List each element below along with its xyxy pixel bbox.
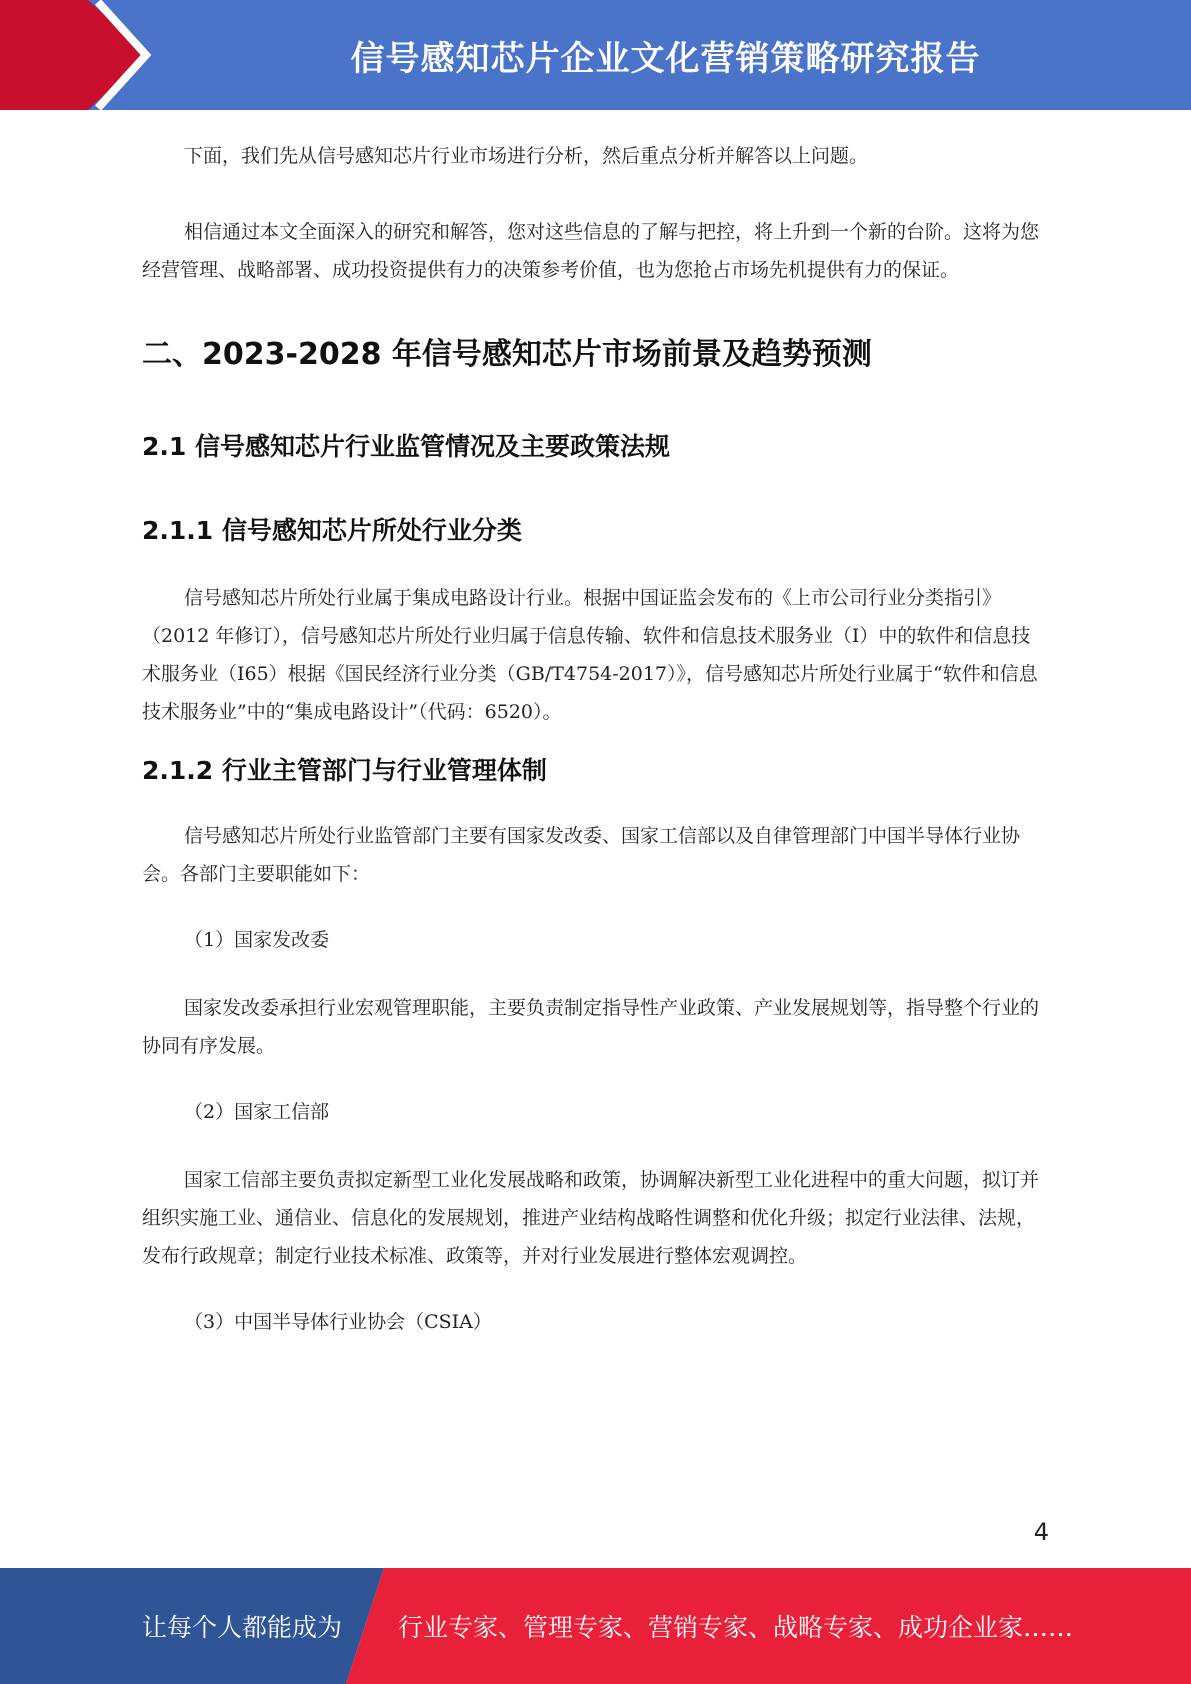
list-item-label-3: （3）中国半导体行业协会（CSIA） xyxy=(184,1311,492,1333)
intro-paragraph-1: 下面，我们先从信号感知芯片行业市场进行分析，然后重点分析并解答以上问题。 xyxy=(184,145,869,167)
section-2-1-1-paragraph: 信号感知芯片所处行业属于集成电路设计行业。根据中国证监会发布的《上市公司行业分类指引》（2012 年修订），信号感知芯片所处行业归属于信息传输、软件和信息技术服务业（I）中的软件和信息技术服务业（I65）根据《国民经济行业分类（GB/T4754-2017）》，信号感知芯片所处行业属于“软件和信息技术服务业”中的“集成电路设计”（代码：6520）。 xyxy=(142,587,1038,723)
section-2-1-2-heading: 2.1.2 行业主管部门与行业管理体制 xyxy=(142,756,547,785)
list-item-label-1: （1）国家发改委 xyxy=(184,929,330,951)
document-body xyxy=(142,110,1046,1341)
section-2-1-2-paragraph: 信号感知芯片所处行业监管部门主要有国家发改委、国家工信部以及自律管理部门中国半导体行业协会。各部门主要职能如下： xyxy=(142,825,1021,885)
report-title: 信号感知芯片企业文化营销策略研究报告 xyxy=(350,38,981,79)
list-item-text-2: 国家工信部主要负责拟定新型工业化发展战略和政策，协调解决新型工业化进程中的重大问题，拟订并组织实施工业、通信业、信息化的发展规划，推进产业结构战略性调整和优化升级；拟定行业法律、法规，发布行政规章；制定行业技术标准、政策等，并对行业发展进行整体宏观调控。 xyxy=(142,1169,1040,1267)
header-banner xyxy=(0,0,1191,110)
footer-slogan-right: 行业专家、管理专家、营销专家、战略专家、成功企业家…… xyxy=(398,1613,1074,1642)
list-item-label-2: （2）国家工信部 xyxy=(184,1101,330,1123)
page-number: 4 xyxy=(1033,1518,1049,1546)
header-arrow-decoration xyxy=(0,0,170,110)
footer-banner xyxy=(0,1568,1191,1684)
list-item-text-1: 国家发改委承担行业宏观管理职能，主要负责制定指导性产业政策、产业发展规划等，指导整个行业的协同有序发展。 xyxy=(142,997,1040,1057)
intro-paragraph-2: 相信通过本文全面深入的研究和解答，您对这些信息的了解与把控，将上升到一个新的台阶。这将为您经营管理、战略部署、成功投资提供有力的决策参考价值，也为您抢占市场先机提供有力的保证。 xyxy=(142,221,1040,281)
section-2-heading: 二、2023-2028 年信号感知芯片市场前景及趋势预测 xyxy=(142,337,872,372)
section-2-1-heading: 2.1 信号感知芯片行业监管情况及主要政策法规 xyxy=(142,432,670,461)
footer-slogan-left: 让每个人都能成为 xyxy=(142,1613,343,1642)
section-2-1-1-heading: 2.1.1 信号感知芯片所处行业分类 xyxy=(142,516,522,545)
